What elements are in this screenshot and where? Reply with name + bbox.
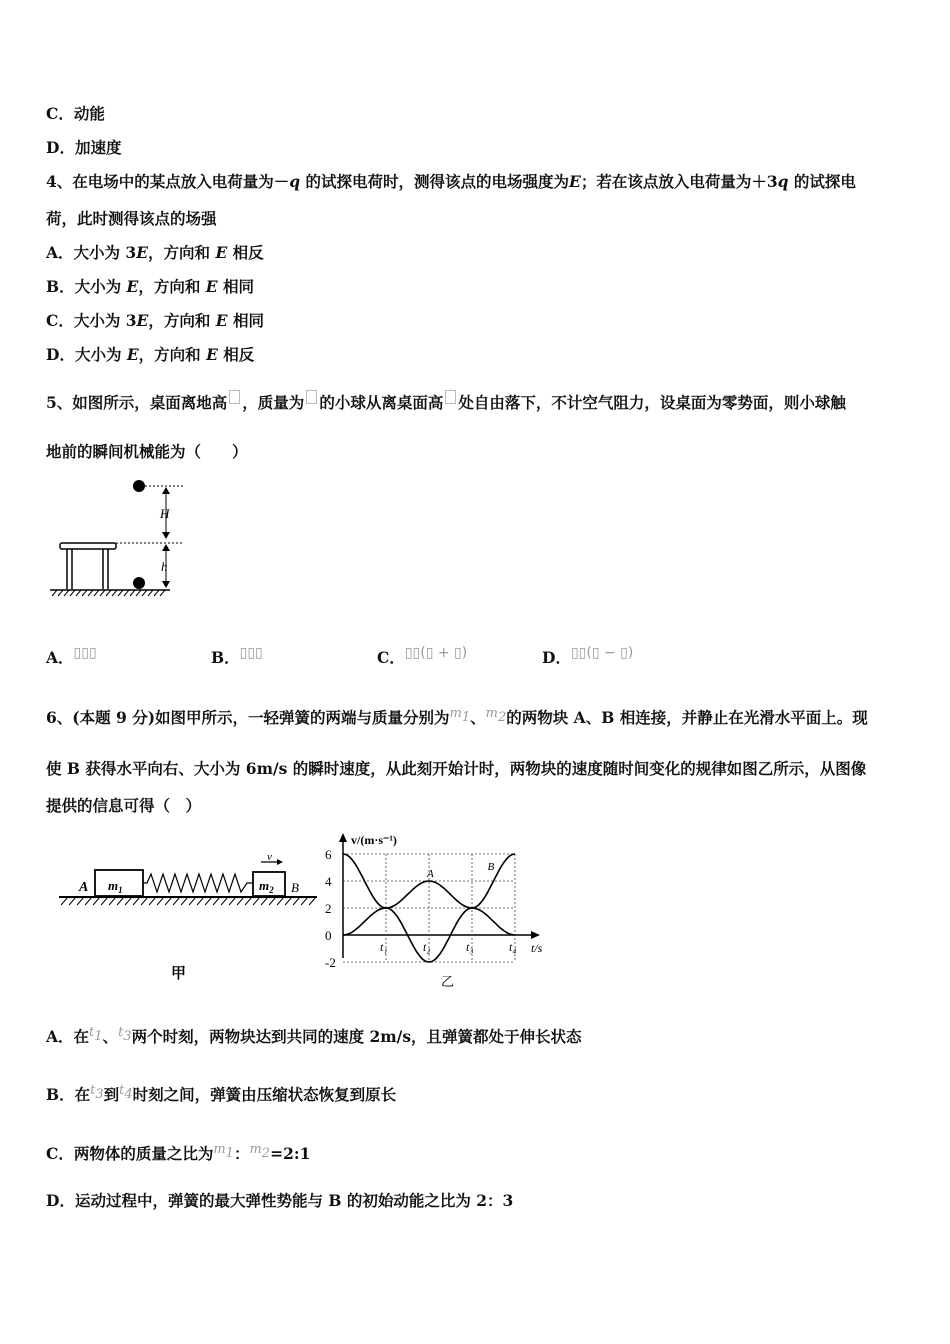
x-axis-label: t/s (531, 941, 543, 955)
q5-stem-line1: 5、如图所示，桌面离地高 ，质量为 的小球从离桌面高 处自由落下，不计空气阻力，设桌面为零势面，则小球触 (46, 390, 846, 413)
q5-option-a: A．▯▯▯ (46, 645, 97, 667)
y-tick-label: 4 (325, 874, 332, 889)
q6-stem-line1: 6、(本题 9 分)如图甲所示，一轻弹簧的两端与质量分别为$^m$1、$^m$2的两物块 A、B 相连接，并静止在光滑水平面上。现 (46, 706, 868, 727)
q6-vt-chart (315, 828, 565, 993)
q5-stem-line2: 地前的瞬间机械能为（ ） (46, 442, 248, 461)
bottom-ball (133, 577, 145, 589)
label-m1: $m_1$ (108, 878, 123, 895)
q6-stem-line2: 使 B 获得水平向右、大小为 6m/s 的瞬时速度，从此刻开始计时，两物块的速度随时间变化的规律如图乙所示，从图像 (46, 759, 867, 778)
y-tick-label: -2 (325, 955, 336, 970)
label-H: H (160, 506, 170, 521)
q6-option-c: C．两物体的质量之比为$^m$1：$^m$2=2:1 (46, 1142, 311, 1163)
label-v: v (267, 851, 272, 863)
q5-option-b: B．▯▯▯ (211, 645, 263, 667)
y-ticks (325, 847, 336, 970)
h-arrow-head-down (162, 581, 170, 588)
label-h: h (161, 559, 168, 574)
q4-option-b: B．大小为 E，方向和 E 相同 (46, 277, 254, 296)
x-tick-label: t₄ (509, 940, 517, 954)
y-axis-label: v/(m·s⁻¹) (351, 833, 397, 847)
h-arrow-head-up (162, 544, 170, 551)
placeholder-box (445, 390, 456, 404)
x-tick-label: t₁ (380, 940, 388, 954)
ground-hatching (61, 897, 316, 905)
H-arrow-head-down (162, 532, 170, 539)
q5-option-d: D．▯▯(▯ − ▯) (542, 645, 634, 667)
curve-label-B: B (487, 861, 495, 874)
y-tick-label: 0 (325, 928, 332, 943)
q5-figure-table-ball (44, 474, 204, 604)
velocity-arrow-head (277, 859, 283, 865)
caption-yi: 乙 (441, 974, 455, 989)
curve-label-A: A (427, 868, 434, 880)
q6-option-d: D．运动过程中，弹簧的最大弹性势能与 B 的初始动能之比为 2：3 (46, 1191, 514, 1210)
y-tick-label: 2 (325, 901, 332, 916)
top-ball (133, 480, 145, 492)
q4-option-c: C．大小为 3E，方向和 E 相同 (46, 311, 264, 330)
placeholder-box (229, 390, 240, 404)
label-B: B (291, 880, 299, 895)
ground-hatching (52, 590, 165, 596)
x-ticks (380, 940, 517, 954)
y-axis-arrow (339, 833, 347, 842)
q6-stem-line3: 提供的信息可得（ ） (46, 796, 202, 815)
spring (143, 874, 253, 892)
q4-option-a: A．大小为 3E，方向和 E 相反 (46, 243, 264, 262)
q6-option-b: B．在$^t$3到$^t$4时刻之间，弹簧由压缩状态恢复到原长 (46, 1083, 397, 1104)
q3-option-c: C．动能 (46, 104, 105, 123)
q6-figure-spring-blocks (55, 850, 325, 990)
x-tick-label: t₂ (423, 940, 431, 954)
q4-option-d: D．大小为 E，方向和 E 相反 (46, 345, 255, 364)
x-axis-arrow (531, 931, 540, 939)
q4-stem-line2: 荷，此时测得该点的场强 (46, 209, 217, 228)
y-tick-label: 6 (325, 847, 332, 862)
label-A: A (79, 880, 89, 895)
table-top (60, 543, 116, 549)
label-m2: $m_2$ (259, 878, 274, 895)
q5-option-c: C．▯▯(▯ + ▯) (377, 645, 468, 667)
q4-stem-line1: 4、在电场中的某点放入电荷量为－q 的试探电荷时，测得该点的电场强度为E；若在该点放入电荷量为＋3q 的试探电 (46, 172, 856, 191)
x-tick-label: t₃ (466, 940, 474, 954)
placeholder-box (306, 390, 317, 404)
q6-option-a: A．在$^t$1、$^t$3两个时刻，两物块达到共同的速度 2m/s，且弹簧都处于伸长状态 (46, 1025, 582, 1046)
caption-jia: 甲 (171, 966, 187, 982)
q3-option-d: D．加速度 (46, 138, 122, 157)
H-arrow-head-up (162, 487, 170, 494)
